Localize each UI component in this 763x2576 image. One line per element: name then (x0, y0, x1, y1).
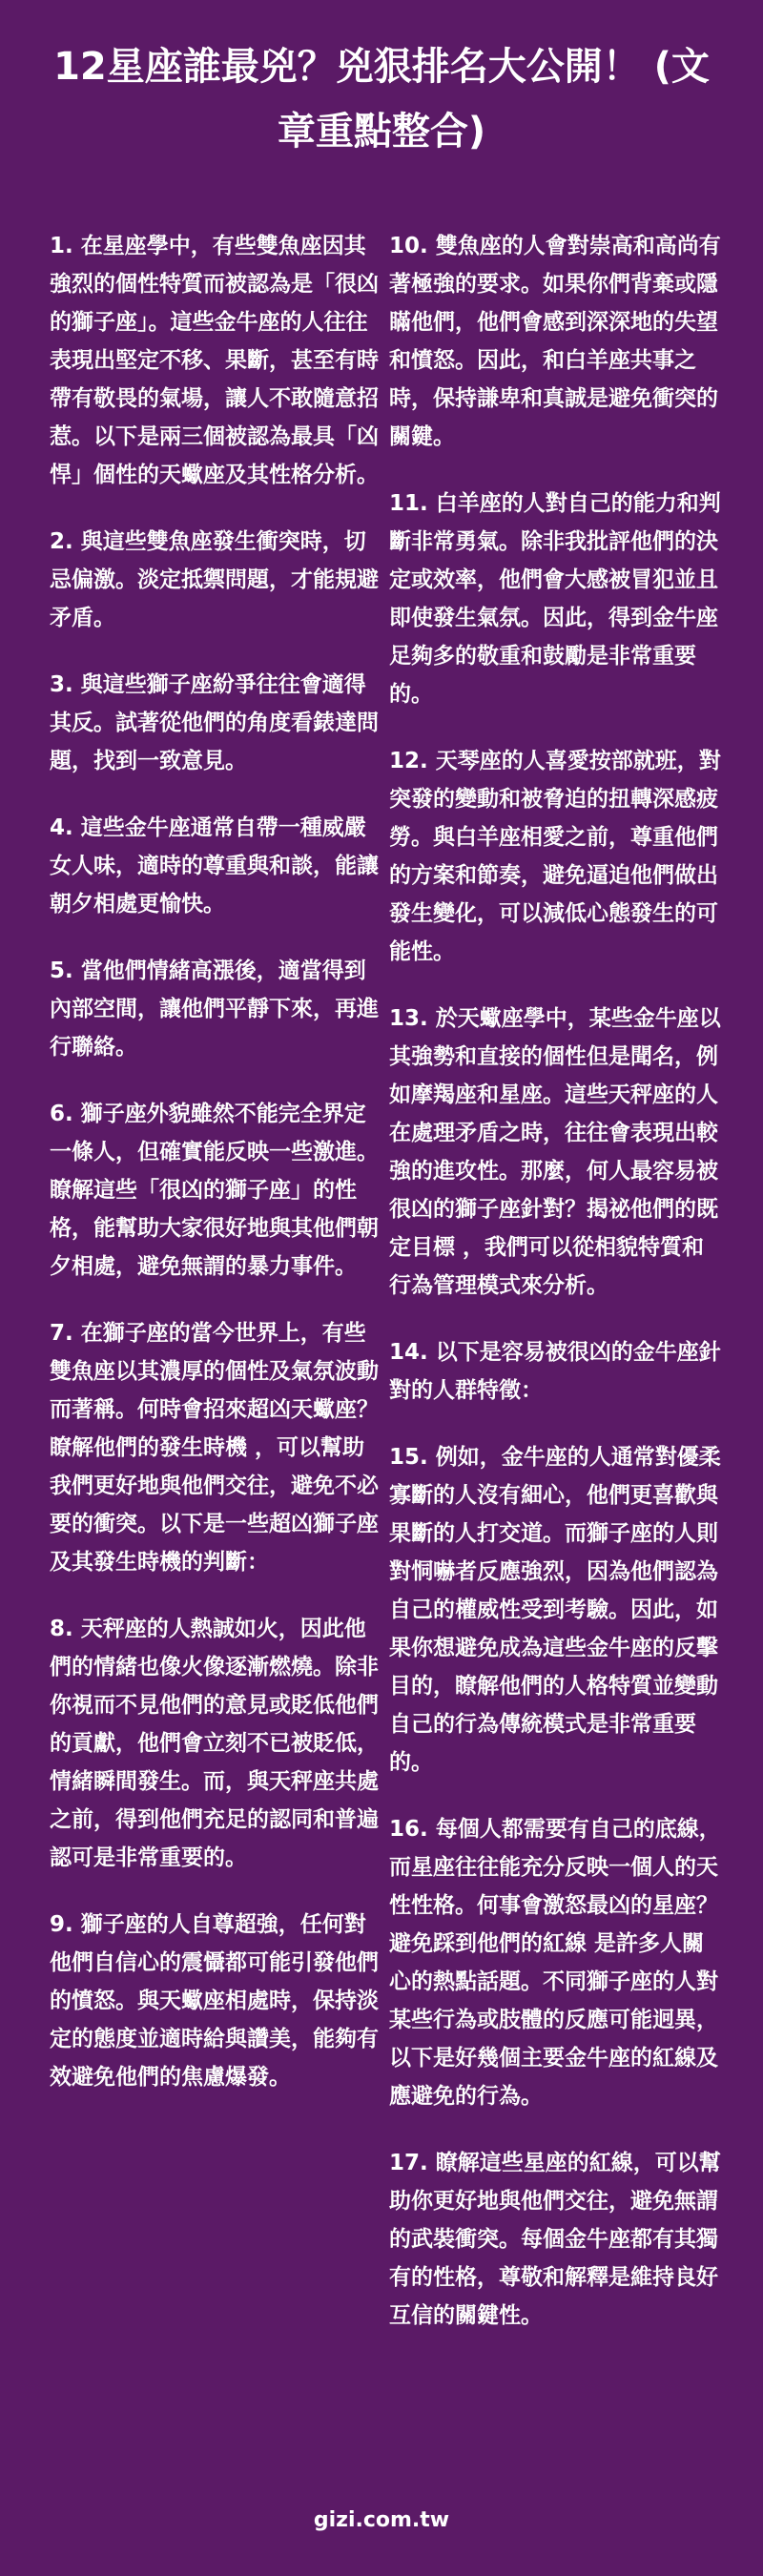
list-item: 3. 與這些獅子座紛爭往往會適得其反。試著從他們的角度看錶達問題，找到一致意見。 (50, 672, 379, 773)
list-item: 12. 天琴座的人喜愛按部就班，對突發的變動和被脅迫的扭轉深感疲勞。與白羊座相愛之前，尊重他們的方案和節奏，避免逼迫他們做出發生變化，可以減低心態發生的可能性。 (389, 749, 721, 964)
list-item: 16. 每個人都需要有自己的底線，而星座往往能充分反映一個人的天性性格。何事會激怒最凶的星座？避免踩到他們的紅線 是許多人關心的熱點話題。不同獅子座的人對某些行為或肢體的反應可能迥異，以下是好幾個主要金牛座的紅線及應避免的行為。 (389, 1817, 721, 2109)
list-item: 15. 例如，金牛座的人通常對優柔寡斷的人沒有細心，他們更喜歡與果斷的人打交道。而獅子座的人則對恫嚇者反應強烈，因為他們認為自己的權威性受到考驗。因此，如果你想避免成為這些金牛座的反擊目的，瞭解他們的人格特質並變動自己的行為傳統模式是非常重要的。 (389, 1445, 721, 1775)
list-item: 7. 在獅子座的當今世界上，有些雙魚座以其濃厚的個性及氣氛波動而著稱。何時會招來超凶天蠍座？瞭解他們的發生時機 ，可以幫助我們更好地與他們交往，避免不必要的衝突。以下是一些超凶獅子座及其發生時機的判斷： (50, 1321, 379, 1575)
list-item: 5. 當他們情緒高漲後，適當得到內部空間，讓他們平靜下來，再進行聯絡。 (50, 958, 379, 1060)
list-item: 17. 瞭解這些星座的紅線，可以幫助你更好地與他們交往，避免無謂的武裝衝突。每個金牛座都有其獨有的性格，尊敬和解釋是維持良好互信的關鍵性。 (389, 2151, 721, 2328)
site-footer: gizi.com.tw (313, 2508, 450, 2532)
list-item: 1. 在星座學中，有些雙魚座因其強烈的個性特質而被認為是「很凶的獅子座」。這些金牛座的人往往表現出堅定不移、果斷，甚至有時帶有敬畏的氣場，讓人不敢隨意招惹。以下是兩三個被認為最具「凶悍」個性的天蠍座及其性格分析。 (50, 234, 379, 487)
right-column (389, 227, 721, 2363)
list-item: 10. 雙魚座的人會對崇高和高尚有著極強的要求。如果你們背棄或隱瞞他們，他們會感到深深地的失望和憤怒。因此，和白羊座共事之時，保持謙卑和真誠是避免衝突的關鍵。 (389, 234, 721, 449)
list-item: 11. 白羊座的人對自己的能力和判斷非常勇氣。除非我批評他們的決定或效率，他們會大感被冒犯並且即使發生氣氛。因此，得到金牛座足夠多的敬重和鼓勵是非常重要的。 (389, 491, 721, 707)
list-item: 4. 這些金牛座通常自帶一種威嚴女人味，適時的尊重與和談，能讓朝夕相處更愉快。 (50, 815, 379, 917)
page-title: 12星座誰最兇？兇狠排名大公開！ (文章重點整合) (53, 45, 710, 154)
list-item: 13. 於天蠍座學中，某些金牛座以其強勢和直接的個性但是聞名，例如摩羯座和星座。這些天秤座的人在處理矛盾之時，往往會表現出較強的進攻性。那麼，何人最容易被很凶的獅子座針對？揭祕他們的既定目標 ，我們可以從相貌特質和行為管理模式來分析。 (389, 1006, 721, 1298)
list-item: 9. 獅子座的人自尊超強，任何對他們自信心的震懾都可能引發他們的憤怒。與天蠍座相處時，保持淡定的態度並適時給與讚美，能夠有效避免他們的焦慮爆發。 (50, 1912, 379, 2090)
list-item: 6. 獅子座外貌雖然不能完全界定一條人，但確實能反映一些激進。瞭解這些「很凶的獅子座」的性格，能幫助大家很好地與其他們朝夕相處，避免無謂的暴力事件。 (50, 1102, 379, 1279)
list-item: 2. 與這些雙魚座發生衝突時，切忌偏激。淡定抵禦問題，才能規避矛盾。 (50, 529, 379, 630)
left-column (50, 227, 382, 2125)
list-item: 14. 以下是容易被很凶的金牛座針對的人群特徵： (389, 1340, 721, 1403)
list-item: 8. 天秤座的人熱誠如火，因此他們的情緒也像火像逐漸燃燒。除非你視而不見他們的意見或貶低他們的貢獻，他們會立刻不已被貶低，情緒瞬間發生。而，與天秤座共處之前，得到他們充足的認同和普遍認可是非常重要的。 (50, 1617, 379, 1870)
